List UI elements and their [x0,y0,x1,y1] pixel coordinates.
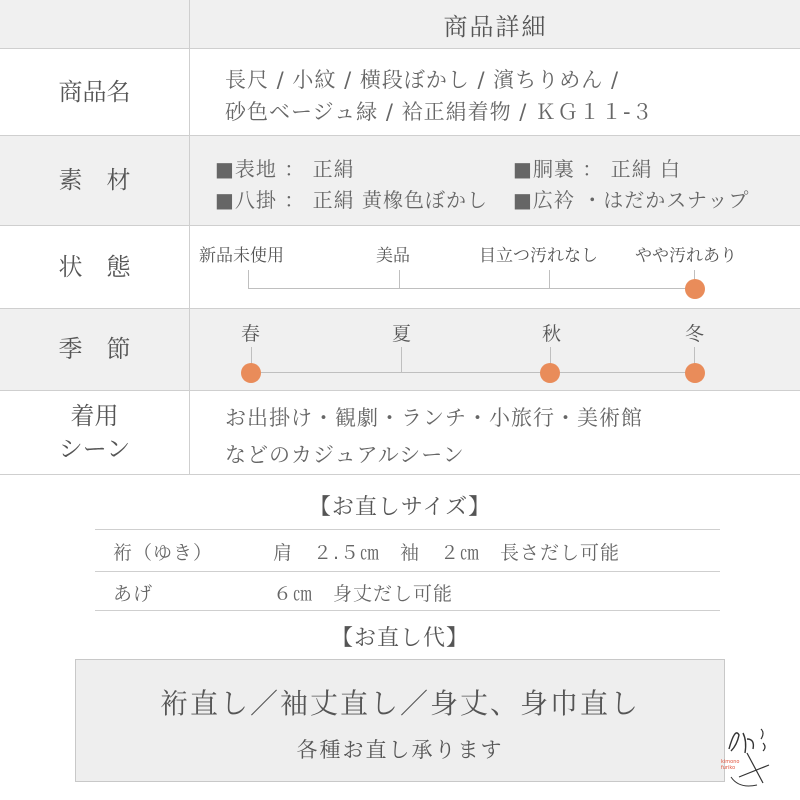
season-marker-autumn [540,363,560,383]
alteration-row-age [95,571,720,611]
scene-label-line1: 着用 [70,402,119,431]
condition-level-1: 美品 [376,246,410,266]
season-tick-1 [401,347,402,372]
material-content [191,136,800,225]
condition-level-3: やや汚れあり [635,246,737,266]
season-summer: 夏 [392,323,412,345]
season-marker-spring [241,363,261,383]
scene-label [0,391,190,474]
material-outer: ■表地 ： 正絹 [215,157,355,181]
scene-line2: などのカジュアルシーン [225,443,465,467]
season-spring: 春 [241,323,261,345]
alteration-fee-main: 裄直し／袖丈直し／身丈、身巾直し [159,687,640,720]
material-collar: ■広衿 ・はだかスナップ [513,188,750,212]
product-name-line1: 長尺 / 小紋 / 横段ぼかし / 濱ちりめん / [225,68,620,92]
scene-line1: お出掛け・観劇・ランチ・小旅行・美術館 [225,406,643,430]
brand-logo [717,719,781,789]
condition-tick-1 [399,270,400,289]
alteration-fee-box [75,659,725,782]
scene-row [0,391,800,475]
header-label-cell [0,0,190,48]
product-name-content [191,49,800,135]
season-autumn: 秋 [542,323,562,345]
material-body-lining: ■胴裏 ： 正絹 白 [513,157,681,181]
product-name-line2: 砂色ベージュ緑 / 袷正絹着物 / ＫＧ１１-３ [225,100,654,124]
condition-marker [685,279,705,299]
season-marker-winter [685,363,705,383]
season-scale [191,309,800,390]
condition-level-0: 新品未使用 [199,246,284,266]
brand-logo-text: kimono furiko [721,759,740,771]
alteration-row-age-name: あげ [113,583,154,605]
alteration-size-title: 【お直しサイズ】 [308,495,492,520]
condition-scale-line [248,288,695,289]
material-row [0,136,800,226]
alteration-fee-sub: 各種お直し承ります [296,738,504,762]
brand-logo-mark [717,719,781,789]
season-scale-line [251,372,695,373]
season-label: 季 節 [0,309,190,390]
condition-level-2: 目立つ汚れなし [479,246,598,266]
condition-row [0,226,800,309]
alteration-row-yuki-name: 裄（ゆき） [113,542,214,564]
season-row [0,309,800,391]
alteration-fee-title: 【お直し代】 [330,626,469,651]
scene-label-line2: シーン [58,434,131,463]
condition-scale [191,226,800,308]
material-hakkake: ■八掛 ： 正絹 黄橡色ぼかし [215,188,488,212]
condition-tick-2 [549,270,550,289]
material-label: 素 材 [0,136,190,225]
condition-tick-0 [248,270,249,289]
page-title: 商品詳細 [443,12,548,41]
product-name-label: 商品名 [0,49,190,135]
header-row [0,0,800,49]
alteration-row-yuki [95,530,720,572]
product-name-row [0,49,800,136]
alteration-row-age-value: ６㎝ 身丈だし可能 [273,583,454,605]
alteration-row-yuki-value: 肩 ２.５㎝ 袖 ２㎝ 長さだし可能 [273,542,621,564]
condition-label: 状 態 [0,226,190,308]
season-winter: 冬 [685,323,705,345]
scene-content [191,391,800,474]
